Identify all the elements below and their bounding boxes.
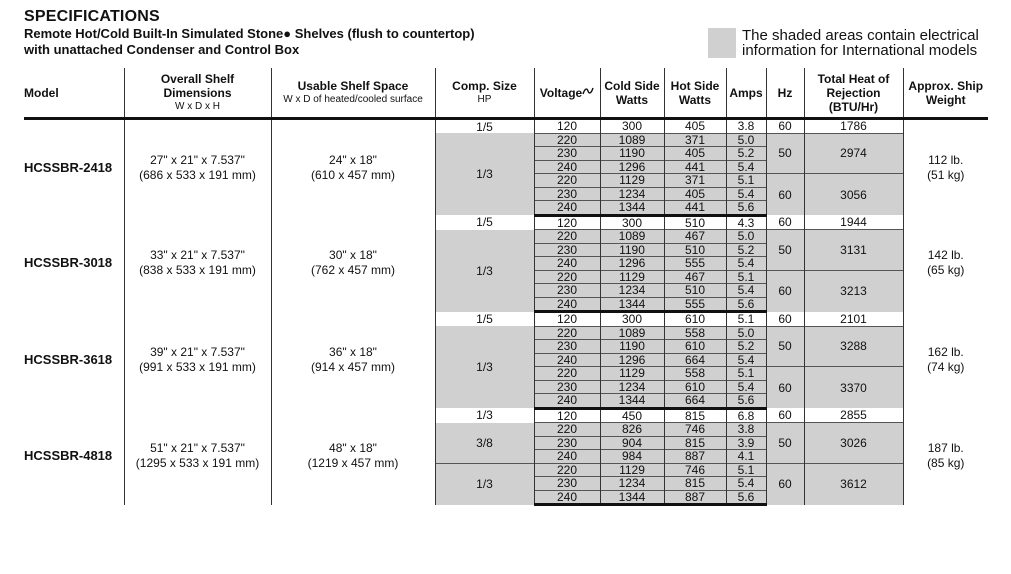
hot-watts-value: 887 — [664, 490, 726, 505]
hot-watts-value: 746 — [664, 463, 726, 477]
cold-watts-value: 300 — [600, 215, 664, 230]
amps-value: 3.8 — [726, 119, 766, 134]
voltage-value: 240 — [534, 353, 600, 367]
voltage-value: 220 — [534, 133, 600, 147]
voltage-value: 220 — [534, 423, 600, 437]
shading-legend — [708, 28, 1002, 58]
hot-watts-value: 815 — [664, 408, 726, 423]
voltage-value: 240 — [534, 450, 600, 464]
voltage-value: 220 — [534, 463, 600, 477]
hot-watts-value: 887 — [664, 450, 726, 464]
voltage-value: 240 — [534, 160, 600, 174]
usable-space-metric: (610 x 457 mm) — [310, 167, 396, 182]
hz-value: 60 — [766, 367, 804, 409]
cold-watts-value: 1344 — [600, 201, 664, 216]
hz-value: 60 — [766, 463, 804, 505]
voltage-value: 240 — [534, 297, 600, 312]
cold-watts-value: 1296 — [600, 160, 664, 174]
heat-value: 1786 — [804, 119, 903, 134]
heat-value: 2855 — [804, 408, 903, 423]
col-voltage-label: Voltage — [539, 85, 583, 100]
hot-watts-value: 510 — [664, 215, 726, 230]
cold-watts-value: 300 — [600, 312, 664, 327]
cold-watts-value: 1234 — [600, 380, 664, 394]
ship-weight-kg: (85 kg) — [927, 456, 965, 471]
comp-hp: 1/3 — [435, 133, 534, 215]
usable-space — [271, 215, 435, 312]
comp-hp: 1/3 — [435, 326, 534, 408]
ship-weight — [903, 408, 988, 505]
ship-weight-lb: 187 lb. — [927, 441, 964, 456]
voltage-value: 120 — [534, 312, 600, 327]
voltage-value: 120 — [534, 119, 600, 134]
col-comp-label: Comp. Size — [452, 78, 517, 93]
hot-watts-value: 558 — [664, 326, 726, 340]
model-name: HCSSBR-4818 — [24, 448, 113, 464]
overall-dims-imperial: 27" x 21" x 7.537" — [150, 152, 245, 167]
hot-watts-value: 510 — [664, 243, 726, 257]
comp-hp: 1/3 — [435, 463, 534, 505]
amps-value: 5.1 — [726, 312, 766, 327]
amps-value: 5.2 — [726, 340, 766, 354]
hot-watts-value: 371 — [664, 174, 726, 188]
hot-watts-value: 405 — [664, 119, 726, 134]
heat-value: 3288 — [804, 326, 903, 367]
hot-watts-value: 371 — [664, 133, 726, 147]
heat-value: 2974 — [804, 133, 903, 174]
cold-watts-value: 1344 — [600, 490, 664, 505]
comp-hp: 1/3 — [435, 230, 534, 312]
ship-weight-kg: (65 kg) — [927, 263, 965, 278]
voltage-value: 220 — [534, 230, 600, 244]
hot-watts-value: 746 — [664, 423, 726, 437]
amps-value: 5.1 — [726, 174, 766, 188]
voltage-value: 240 — [534, 394, 600, 409]
heat-value: 3213 — [804, 270, 903, 312]
amps-value: 5.6 — [726, 394, 766, 409]
voltage-value: 230 — [534, 477, 600, 491]
cold-watts-value: 1190 — [600, 340, 664, 354]
ship-weight-lb: 112 lb. — [928, 152, 964, 167]
col-heat: Total Heat of Rejection (BTU/Hr) — [804, 68, 903, 119]
hot-watts-value: 405 — [664, 147, 726, 161]
voltage-value: 230 — [534, 380, 600, 394]
cold-watts-value: 826 — [600, 423, 664, 437]
cold-watts-value: 1296 — [600, 353, 664, 367]
amps-value: 5.4 — [726, 187, 766, 201]
hz-value: 50 — [766, 230, 804, 271]
usable-space-metric: (914 x 457 mm) — [310, 359, 396, 374]
usable-space-imperial: 30" x 18" — [329, 248, 377, 263]
col-hot: Hot Side Watts — [664, 68, 726, 119]
spec-header — [24, 8, 475, 58]
table-row — [24, 408, 988, 423]
hz-value: 60 — [766, 119, 804, 134]
amps-value: 5.2 — [726, 147, 766, 161]
amps-value: 5.0 — [726, 230, 766, 244]
amps-value: 5.0 — [726, 326, 766, 340]
hz-value: 60 — [766, 312, 804, 327]
voltage-value: 240 — [534, 201, 600, 216]
amps-value: 4.1 — [726, 450, 766, 464]
amps-value: 5.2 — [726, 243, 766, 257]
col-usable-sub: W x D of heated/cooled surface — [283, 93, 423, 105]
amps-value: 5.0 — [726, 133, 766, 147]
model-name: HCSSBR-2418 — [24, 159, 113, 175]
amps-value: 5.4 — [726, 380, 766, 394]
model-name: HCSSBR-3018 — [24, 255, 113, 271]
hz-value: 60 — [766, 408, 804, 423]
voltage-value: 120 — [534, 215, 600, 230]
col-hz: Hz — [766, 68, 804, 119]
col-voltage — [534, 68, 600, 119]
amps-value: 5.1 — [726, 367, 766, 381]
ship-weight-lb: 142 lb. — [927, 248, 964, 263]
comp-hp: 1/5 — [435, 312, 534, 327]
cold-watts-value: 1190 — [600, 243, 664, 257]
usable-space-imperial: 24" x 18" — [329, 152, 377, 167]
subtitle-line-1: Remote Hot/Cold Built-In Simulated Stone● Shelves (flush to countertop) — [24, 26, 475, 41]
col-overall-dims — [124, 68, 271, 119]
hot-watts-value: 610 — [664, 340, 726, 354]
hot-watts-value: 467 — [664, 230, 726, 244]
comp-hp: 1/3 — [435, 408, 534, 423]
cold-watts-value: 1234 — [600, 187, 664, 201]
usable-space-imperial: 36" x 18" — [329, 344, 377, 359]
overall-dims-metric: (686 x 533 x 191 mm) — [139, 167, 256, 182]
col-usable-label: Usable Shelf Space — [297, 78, 409, 93]
hz-value: 50 — [766, 133, 804, 174]
hz-value: 50 — [766, 423, 804, 464]
amps-value: 3.8 — [726, 423, 766, 437]
hz-value: 60 — [766, 174, 804, 216]
amps-value: 5.4 — [726, 257, 766, 271]
amps-value: 5.1 — [726, 270, 766, 284]
hot-watts-value: 664 — [664, 394, 726, 409]
amps-value: 5.6 — [726, 297, 766, 312]
usable-space-imperial: 48" x 18" — [329, 441, 377, 456]
overall-dims-metric: (1295 x 533 x 191 mm) — [135, 456, 260, 471]
cold-watts-value: 1234 — [600, 477, 664, 491]
hot-watts-value: 510 — [664, 284, 726, 298]
table-row — [24, 119, 988, 134]
cold-watts-value: 1234 — [600, 284, 664, 298]
spec-body — [24, 119, 988, 505]
overall-dims — [124, 408, 271, 505]
shading-note: The shaded areas contain electrical information for International models — [742, 27, 979, 59]
heat-value: 3612 — [804, 463, 903, 505]
header-row — [24, 68, 988, 119]
hz-value: 60 — [766, 270, 804, 312]
cold-watts-value: 1344 — [600, 394, 664, 409]
comp-hp: 3/8 — [435, 423, 534, 464]
usable-space-metric: (1219 x 457 mm) — [307, 456, 399, 471]
hot-watts-value: 441 — [664, 160, 726, 174]
cold-watts-value: 1129 — [600, 463, 664, 477]
cold-watts-value: 1296 — [600, 257, 664, 271]
hot-watts-value: 467 — [664, 270, 726, 284]
voltage-value: 240 — [534, 257, 600, 271]
amps-value: 5.4 — [726, 477, 766, 491]
amps-value: 4.3 — [726, 215, 766, 230]
heat-value: 3131 — [804, 230, 903, 271]
ship-weight-lb: 162 lb. — [927, 344, 964, 359]
model-name: HCSSBR-3618 — [24, 351, 113, 367]
heat-value: 1944 — [804, 215, 903, 230]
voltage-value: 230 — [534, 147, 600, 161]
overall-dims-metric: (991 x 533 x 191 mm) — [139, 359, 256, 374]
table-row — [24, 312, 988, 327]
overall-dims — [124, 215, 271, 312]
hot-watts-value: 815 — [664, 477, 726, 491]
heat-value: 3026 — [804, 423, 903, 464]
col-overall-dims-label: Overall Shelf Dimensions — [160, 71, 235, 100]
voltage-value: 120 — [534, 408, 600, 423]
col-usable — [271, 68, 435, 119]
ship-weight — [903, 119, 988, 216]
cold-watts-value: 1129 — [600, 270, 664, 284]
cold-watts-value: 1089 — [600, 133, 664, 147]
cold-watts-value: 1190 — [600, 147, 664, 161]
voltage-value: 230 — [534, 284, 600, 298]
amps-value: 3.9 — [726, 436, 766, 450]
col-amps: Amps — [726, 68, 766, 119]
col-cold: Cold Side Watts — [600, 68, 664, 119]
amps-value: 5.6 — [726, 201, 766, 216]
usable-space — [271, 119, 435, 216]
comp-hp: 1/5 — [435, 215, 534, 230]
overall-dims-imperial: 39" x 21" x 7.537" — [150, 344, 245, 359]
subtitle-line-2: with unattached Condenser and Control Box — [24, 42, 300, 57]
amps-value: 5.4 — [726, 284, 766, 298]
cold-watts-value: 1344 — [600, 297, 664, 312]
overall-dims — [124, 312, 271, 409]
voltage-value: 220 — [534, 174, 600, 188]
amps-value: 5.4 — [726, 160, 766, 174]
heat-value: 3056 — [804, 174, 903, 216]
voltage-value: 220 — [534, 326, 600, 340]
voltage-value: 240 — [534, 490, 600, 505]
col-comp-sub: HP — [477, 93, 492, 105]
hot-watts-value: 610 — [664, 380, 726, 394]
shaded-swatch — [708, 28, 736, 58]
hot-watts-value: 558 — [664, 367, 726, 381]
voltage-value: 230 — [534, 436, 600, 450]
ship-weight — [903, 312, 988, 409]
voltage-tilde-icon — [582, 86, 594, 96]
overall-dims-metric: (838 x 533 x 191 mm) — [139, 263, 256, 278]
amps-value: 5.6 — [726, 490, 766, 505]
col-weight: Approx. Ship Weight — [903, 68, 988, 119]
usable-space — [271, 408, 435, 505]
voltage-value: 220 — [534, 270, 600, 284]
page-title: SPECIFICATIONS — [24, 8, 160, 25]
voltage-value: 220 — [534, 367, 600, 381]
hot-watts-value: 555 — [664, 297, 726, 312]
overall-dims — [124, 119, 271, 216]
amps-value: 5.1 — [726, 463, 766, 477]
voltage-value: 230 — [534, 243, 600, 257]
cold-watts-value: 450 — [600, 408, 664, 423]
cold-watts-value: 1129 — [600, 174, 664, 188]
spec-table — [24, 68, 988, 506]
usable-space-metric: (762 x 457 mm) — [310, 263, 396, 278]
col-comp — [435, 68, 534, 119]
table-row — [24, 215, 988, 230]
cold-watts-value: 984 — [600, 450, 664, 464]
hz-value: 60 — [766, 215, 804, 230]
cold-watts-value: 1089 — [600, 230, 664, 244]
cold-watts-value: 1129 — [600, 367, 664, 381]
cold-watts-value: 904 — [600, 436, 664, 450]
hot-watts-value: 664 — [664, 353, 726, 367]
cold-watts-value: 1089 — [600, 326, 664, 340]
ship-weight-kg: (51 kg) — [927, 167, 965, 182]
heat-value: 2101 — [804, 312, 903, 327]
voltage-value: 230 — [534, 187, 600, 201]
usable-space — [271, 312, 435, 409]
col-overall-dims-sub: W x D x H — [175, 100, 220, 112]
amps-value: 5.4 — [726, 353, 766, 367]
col-model: Model — [24, 68, 124, 119]
ship-weight-kg: (74 kg) — [927, 359, 965, 374]
amps-value: 6.8 — [726, 408, 766, 423]
voltage-value: 230 — [534, 340, 600, 354]
hot-watts-value: 405 — [664, 187, 726, 201]
overall-dims-imperial: 33" x 21" x 7.537" — [150, 248, 245, 263]
hot-watts-value: 610 — [664, 312, 726, 327]
ship-weight — [903, 215, 988, 312]
overall-dims-imperial: 51" x 21" x 7.537" — [150, 441, 245, 456]
hot-watts-value: 441 — [664, 201, 726, 216]
cold-watts-value: 300 — [600, 119, 664, 134]
comp-hp: 1/5 — [435, 119, 534, 134]
hot-watts-value: 555 — [664, 257, 726, 271]
hot-watts-value: 815 — [664, 436, 726, 450]
hz-value: 50 — [766, 326, 804, 367]
heat-value: 3370 — [804, 367, 903, 409]
